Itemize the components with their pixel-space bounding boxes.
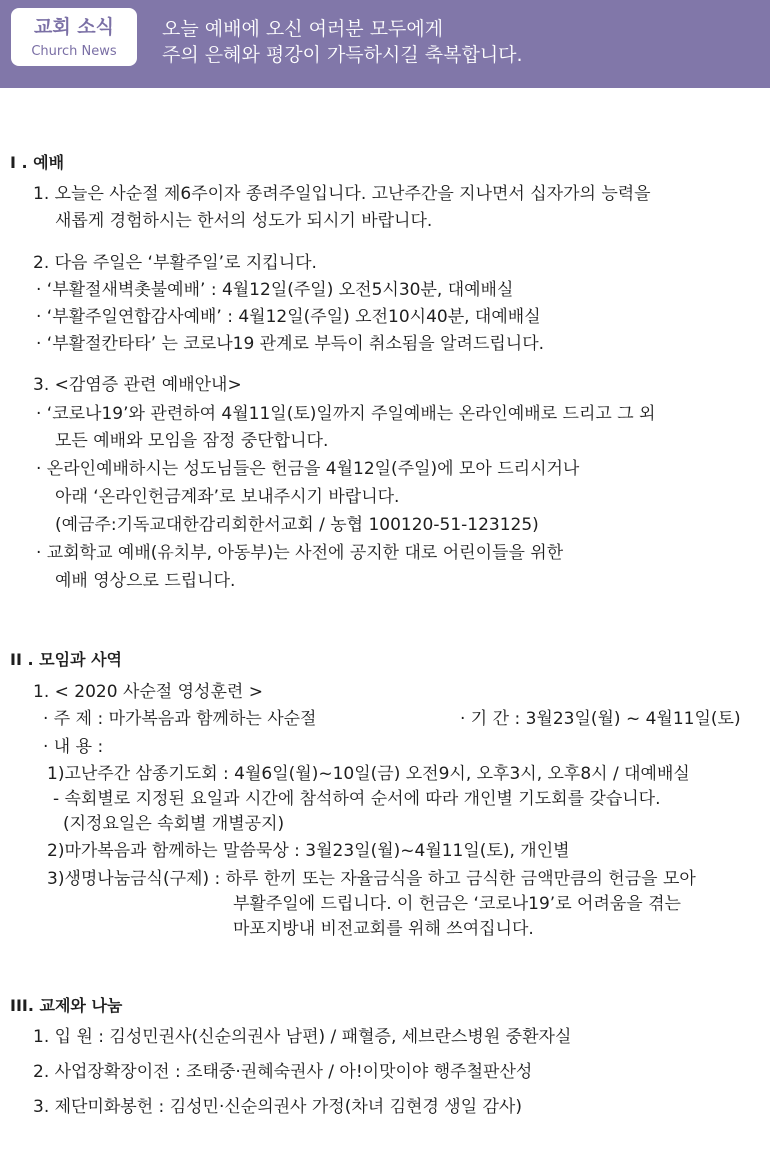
worship-item3-bullet2-line1: · 온라인예배하시는 성도님들은 헌금을 4월12일(주일)에 모아 드리시거나 (36, 459, 580, 479)
gatherings-period: · 기 간 : 3월23일(월) ~ 4월11일(토) (460, 709, 741, 729)
gatherings-sub3-line2: 부활주일에 드립니다. 이 헌금은 ‘코로나19’로 어려움을 겪는 (233, 894, 681, 914)
worship-item2-bullet3: · ‘부활절칸타타’ 는 코로나19 관계로 부득이 취소됨을 알려드립니다. (36, 334, 545, 354)
worship-item3-bullet3-line2: 예배 영상으로 드립니다. (55, 571, 236, 591)
worship-item2-bullet2: · ‘부활주일연합감사예배’ : 4월12일(주일) 오전10시40분, 대예배실 (36, 307, 541, 327)
gatherings-sub1-note1: - 속회별로 지정된 요일과 시간에 참석하여 순서에 따라 개인별 기도회를 갖습니다. (53, 789, 661, 809)
gatherings-theme: · 주 제 : 마가복음과 함께하는 사순절 (43, 709, 317, 729)
badge-subtitle: Church News (31, 44, 117, 59)
fellowship-item3: 3. 제단미화봉헌 : 김성민·신순의권사 가정(차녀 김현경 생일 감사) (33, 1097, 522, 1117)
section-heading-fellowship: III. 교제와 나눔 (10, 996, 123, 1015)
worship-item3-bullet3-line1: · 교회학교 예배(유치부, 아동부)는 사전에 공지한 대로 어린이들을 위한 (36, 543, 564, 563)
badge-title: 교회 소식 (33, 16, 115, 38)
gatherings-sub3-line3: 마포지방내 비전교회를 위해 쓰여집니다. (233, 919, 534, 939)
worship-item3-bullet2-line2: 아래 ‘온라인헌금계좌’로 보내주시기 바랍니다. (55, 487, 400, 507)
worship-item1-line1: 1. 오늘은 사순절 제6주이자 종려주일입니다. 고난주간을 지나면서 십자가의 능력을 (33, 184, 651, 204)
section-heading-gatherings: II . 모임과 사역 (10, 650, 122, 669)
worship-item1-line2: 새롭게 경험하시는 한서의 성도가 되시기 바랍니다. (55, 211, 433, 231)
header-banner (0, 0, 770, 88)
church-news-badge (11, 8, 137, 66)
worship-item3-bullet1-line2: 모든 예배와 모임을 잠정 중단합니다. (55, 431, 329, 451)
worship-item2-title: 2. 다음 주일은 ‘부활주일’로 지킵니다. (33, 253, 317, 273)
worship-item2-bullet1: · ‘부활절새벽촛불예배’ : 4월12일(주일) 오전5시30분, 대예배실 (36, 280, 514, 300)
section-heading-worship: I . 예배 (10, 153, 65, 172)
worship-item3-bullet2-line3: (예금주:기독교대한감리회한서교회 / 농협 100120-51-123125) (55, 515, 539, 535)
gatherings-sub3-line1: 3)생명나눔금식(구제) : 하루 한끼 또는 자율금식을 하고 금식한 금액만큼의 헌금을 모아 (47, 869, 696, 889)
worship-item3-bullet1-line1: · ‘코로나19’와 관련하여 4월11일(토)일까지 주일예배는 온라인예배로 드리고 그 외 (36, 404, 656, 424)
gatherings-sub1-note2: (지정요일은 속회별 개별공지) (63, 814, 285, 834)
gatherings-content-label: · 내 용 : (43, 737, 104, 757)
gatherings-sub1: 1)고난주간 삼종기도회 : 4월6일(월)~10일(금) 오전9시, 오후3시, 오후8시 / 대예배실 (47, 764, 690, 784)
worship-item3-title: 3. <감염증 관련 예배안내> (33, 375, 242, 395)
fellowship-item2: 2. 사업장확장이전 : 조태중·권혜숙권사 / 아!이맛이야 행주철판산성 (33, 1062, 533, 1082)
fellowship-item1: 1. 입 원 : 김성민권사(신순의권사 남편) / 패혈증, 세브란스병원 중환자실 (33, 1027, 572, 1047)
gatherings-sub2: 2)마가복음과 함께하는 말씀묵상 : 3월23일(월)~4월11일(토), 개인별 (47, 841, 570, 861)
gatherings-item1-title: 1. < 2020 사순절 영성훈련 > (33, 682, 263, 702)
greeting-line-1: 오늘 예배에 오신 여러분 모두에게 (162, 18, 444, 40)
greeting-line-2: 주의 은혜와 평강이 가득하시길 축복합니다. (162, 44, 523, 66)
